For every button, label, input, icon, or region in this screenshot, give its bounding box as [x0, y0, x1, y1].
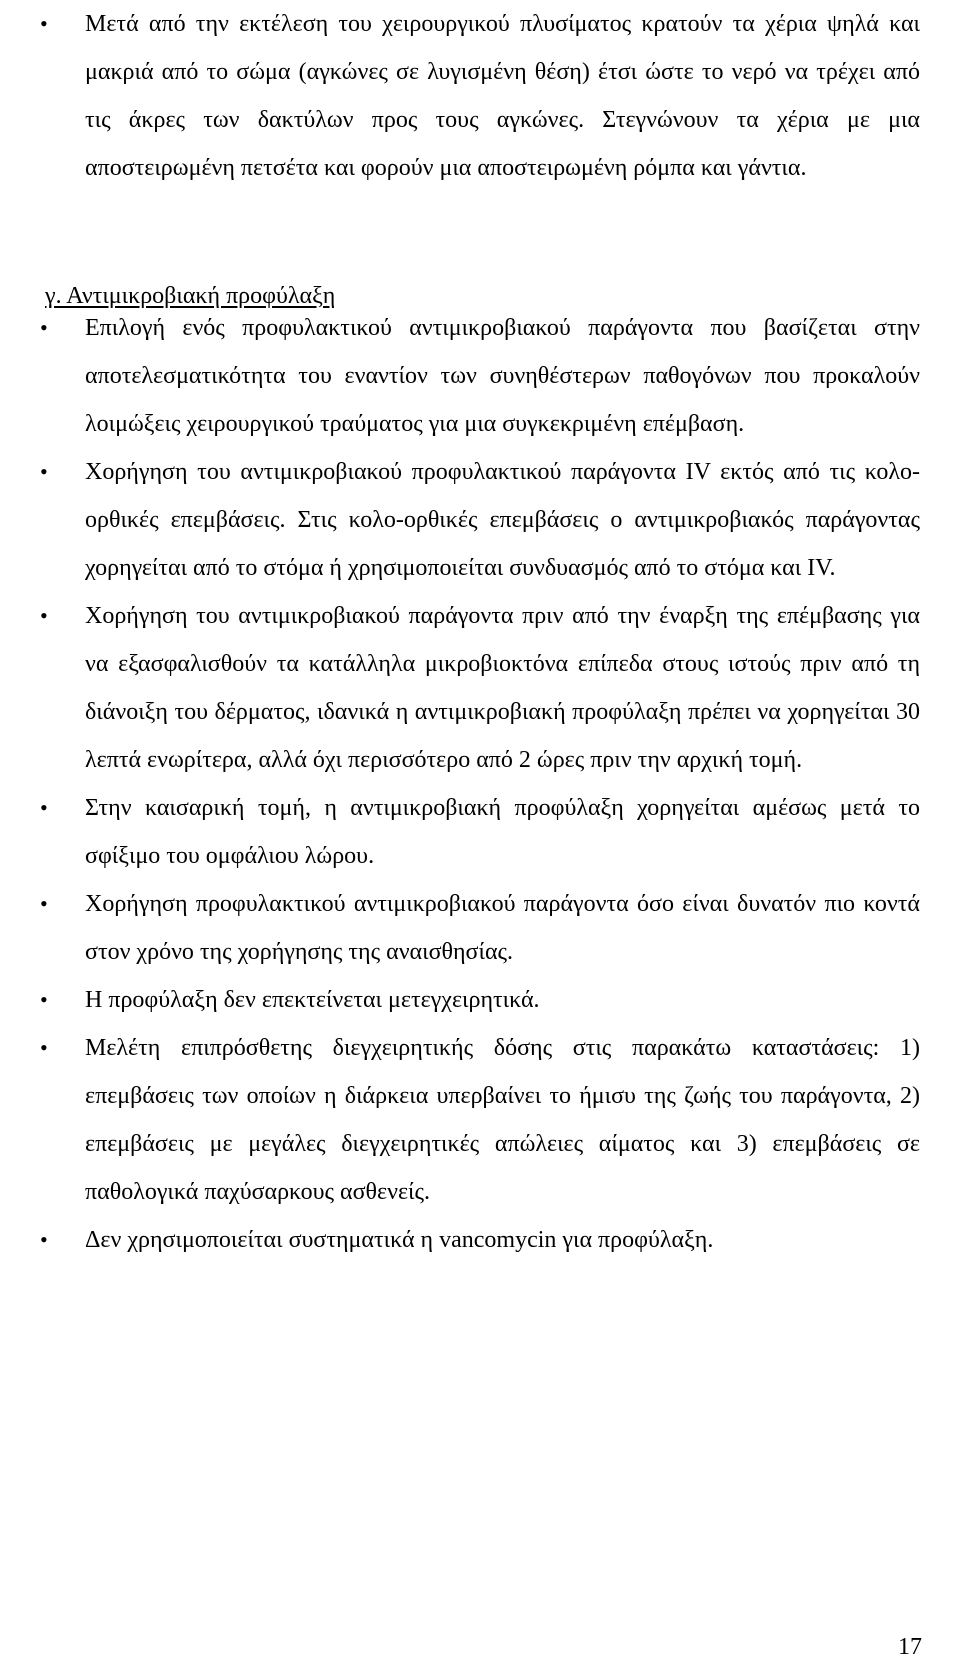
list-item	[40, 0, 920, 192]
list-item	[40, 1024, 920, 1216]
bullet-icon: •	[40, 459, 48, 484]
list-item	[40, 592, 920, 784]
list-item	[40, 304, 920, 448]
list-item	[40, 976, 920, 1024]
bullet-icon: •	[40, 891, 48, 916]
bullet-text: Μετά από την εκτέλεση του χειρουργικού πλυσίματος κρατούν τα χέρια ψηλά και μακριά από το σώμα (αγκώνες σε λυγισμένη θέση) έτσι ώστε το νερό να τρέχει από τις άκρες των δακτύλων προς τους αγκώνες. Στεγνώνουν τα χέρια με μια αποστειρωμένη πετσέτα και φορούν μια αποστειρωμένη ρόμπα και γάντια.	[85, 11, 920, 181]
list-item	[40, 784, 920, 880]
bullet-icon: •	[40, 603, 48, 628]
section-heading: γ. Αντιμικροβιακή προφύλαξη	[45, 283, 336, 309]
bullet-text: Η προφύλαξη δεν επεκτείνεται μετεγχειρητικά.	[85, 987, 540, 1013]
list-item	[40, 880, 920, 976]
bullet-text: Επιλογή ενός προφυλακτικού αντιμικροβιακού παράγοντα που βασίζεται στην αποτελεσματικότητα του εναντίον των συνηθέστερων παθογόνων που προκαλούν λοιμώξεις χειρουργικού τραύματος για μια συγκεκριμένη επέμβαση.	[85, 315, 920, 437]
bullet-icon: •	[40, 795, 48, 820]
bullet-text: Μελέτη επιπρόσθετης διεγχειρητικής δόσης στις παρακάτω καταστάσεις: 1) επεμβάσεις των οποίων η διάρκεια υπερβαίνει το ήμισυ της ζωής του παράγοντα, 2) επεμβάσεις με μεγάλες διεγχειρητικές απώλειες αίματος και 3) επεμβάσεις σε παθολογικά παχύσαρκους ασθενείς.	[85, 1035, 920, 1205]
bullet-text: Χορήγηση του αντιμικροβιακού παράγοντα πριν από την έναρξη της επέμβασης για να εξασφαλισθούν τα κατάλληλα μικροβιοκτόνα επίπεδα στους ιστούς πριν από τη διάνοιξη του δέρματος, ιδανικά η αντιμικροβιακή προφύλαξη πρέπει να χορηγείται 30 λεπτά ενωρίτερα, αλλά όχι περισσότερο από 2 ώρες πριν την αρχική τομή.	[85, 603, 920, 773]
page-number: 17	[898, 1634, 922, 1660]
bullet-text: Δεν χρησιμοποιείται συστηματικά η vancomycin για προφύλαξη.	[85, 1227, 714, 1253]
list-item	[40, 1216, 920, 1264]
bullet-icon: •	[40, 987, 48, 1012]
bullet-icon: •	[40, 1035, 48, 1060]
bullet-text: Χορήγηση προφυλακτικού αντιμικροβιακού παράγοντα όσο είναι δυνατόν πιο κοντά στον χρόνο της χορήγησης της αναισθησίας.	[85, 891, 920, 965]
bullet-text: Χορήγηση του αντιμικροβιακού προφυλακτικού παράγοντα IV εκτός από τις κολο-ορθικές επεμβάσεις. Στις κολο-ορθικές επεμβάσεις ο αντιμικροβιακός παράγοντας χορηγείται από το στόμα ή χρησιμοποιείται συνδυασμός από το στόμα και IV.	[85, 459, 920, 581]
bullet-icon: •	[40, 11, 48, 36]
bullet-text: Στην καισαρική τομή, η αντιμικροβιακή προφύλαξη χορηγείται αμέσως μετά το σφίξιμο του ομφάλιου λώρου.	[85, 795, 920, 869]
intro-bullet-list	[40, 0, 920, 192]
antimicrobial-bullet-list	[40, 304, 920, 1264]
bullet-icon: •	[40, 315, 48, 340]
list-item	[40, 448, 920, 592]
bullet-icon: •	[40, 1227, 48, 1252]
